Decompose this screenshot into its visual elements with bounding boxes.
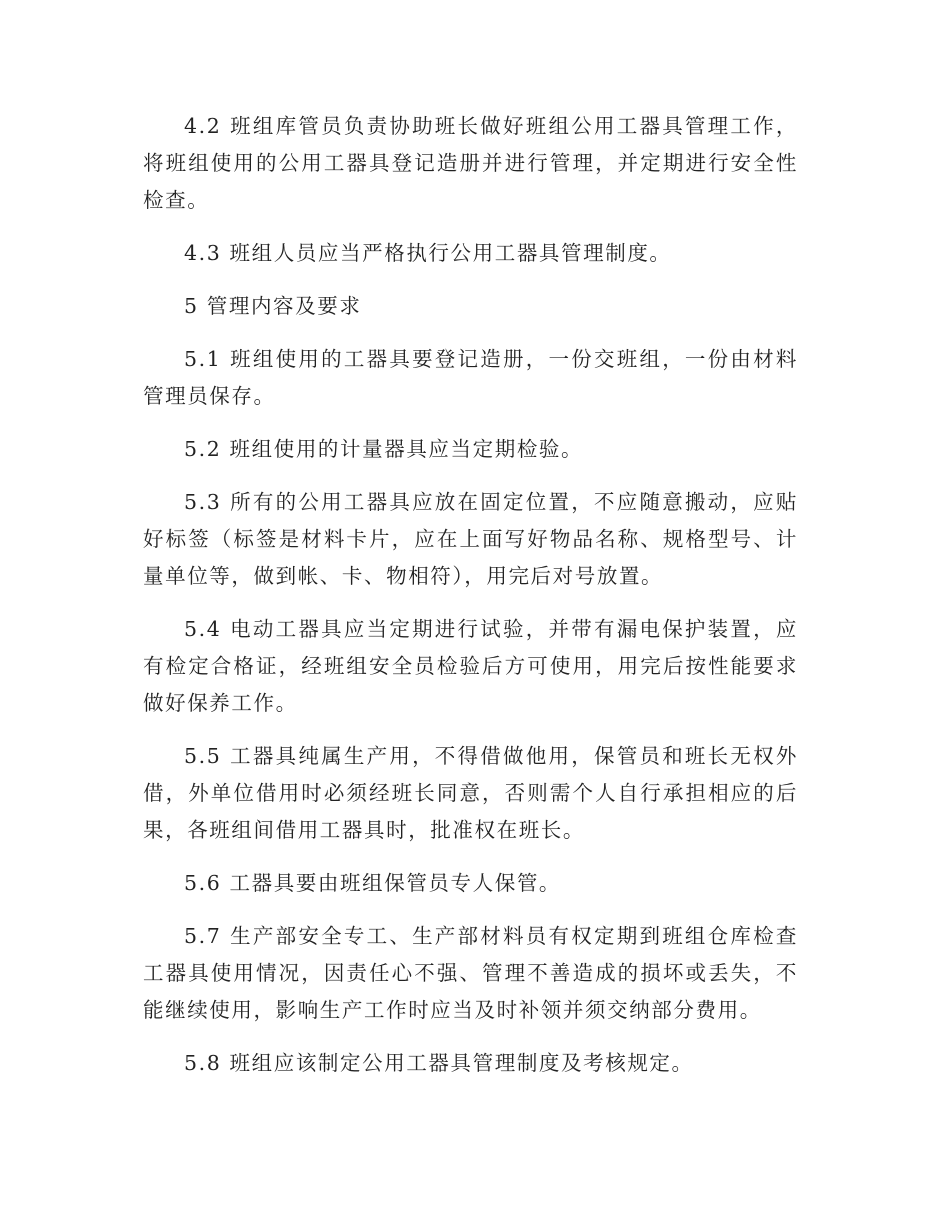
paragraph-5-5: 5.5 工器具纯属生产用，不得借做他用，保管员和班长无权外借，外单位借用时必须经班长同意，否则需个人自行承担相应的后果，各班组间借用工器具时，批准权在班长。 (143, 744, 798, 842)
section-heading-5: 5 管理内容及要求 (184, 294, 362, 318)
paragraph-5-4: 5.4 电动工器具应当定期进行试验，并带有漏电保护装置，应有检定合格证，经班组安全员检验后方可使用，用完后按性能要求做好保养工作。 (143, 617, 798, 715)
paragraph-5-7: 5.7 生产部安全专工、生产部材料员有权定期到班组仓库检查工器具使用情况，因责任心不强、管理不善造成的损坏或丢失，不能继续使用，影响生产工作时应当及时补领并须交纳部分费用。 (143, 924, 798, 1022)
paragraph-4-3: 4.3 班组人员应当严格执行公用工器具管理制度。 (184, 241, 672, 265)
paragraph-5-8: 5.8 班组应该制定公用工器具管理制度及考核规定。 (184, 1051, 694, 1075)
paragraph-5-2: 5.2 班组使用的计量器具应当定期检验。 (184, 437, 584, 461)
paragraph-5-1: 5.1 班组使用的工器具要登记造册，一份交班组，一份由材料管理员保存。 (143, 347, 798, 408)
paragraph-5-3: 5.3 所有的公用工器具应放在固定位置，不应随意搬动，应贴好标签（标签是材料卡片，应在上面写好物品名称、规格型号、计量单位等，做到帐、卡、物相符），用完后对号放置。 (143, 490, 798, 588)
document-body (143, 108, 798, 1098)
paragraph-4-2: 4.2 班组库管员负责协助班长做好班组公用工器具管理工作，将班组使用的公用工器具登记造册并进行管理，并定期进行安全性检查。 (143, 114, 798, 212)
paragraph-5-6: 5.6 工器具要由班组保管员专人保管。 (184, 871, 562, 895)
